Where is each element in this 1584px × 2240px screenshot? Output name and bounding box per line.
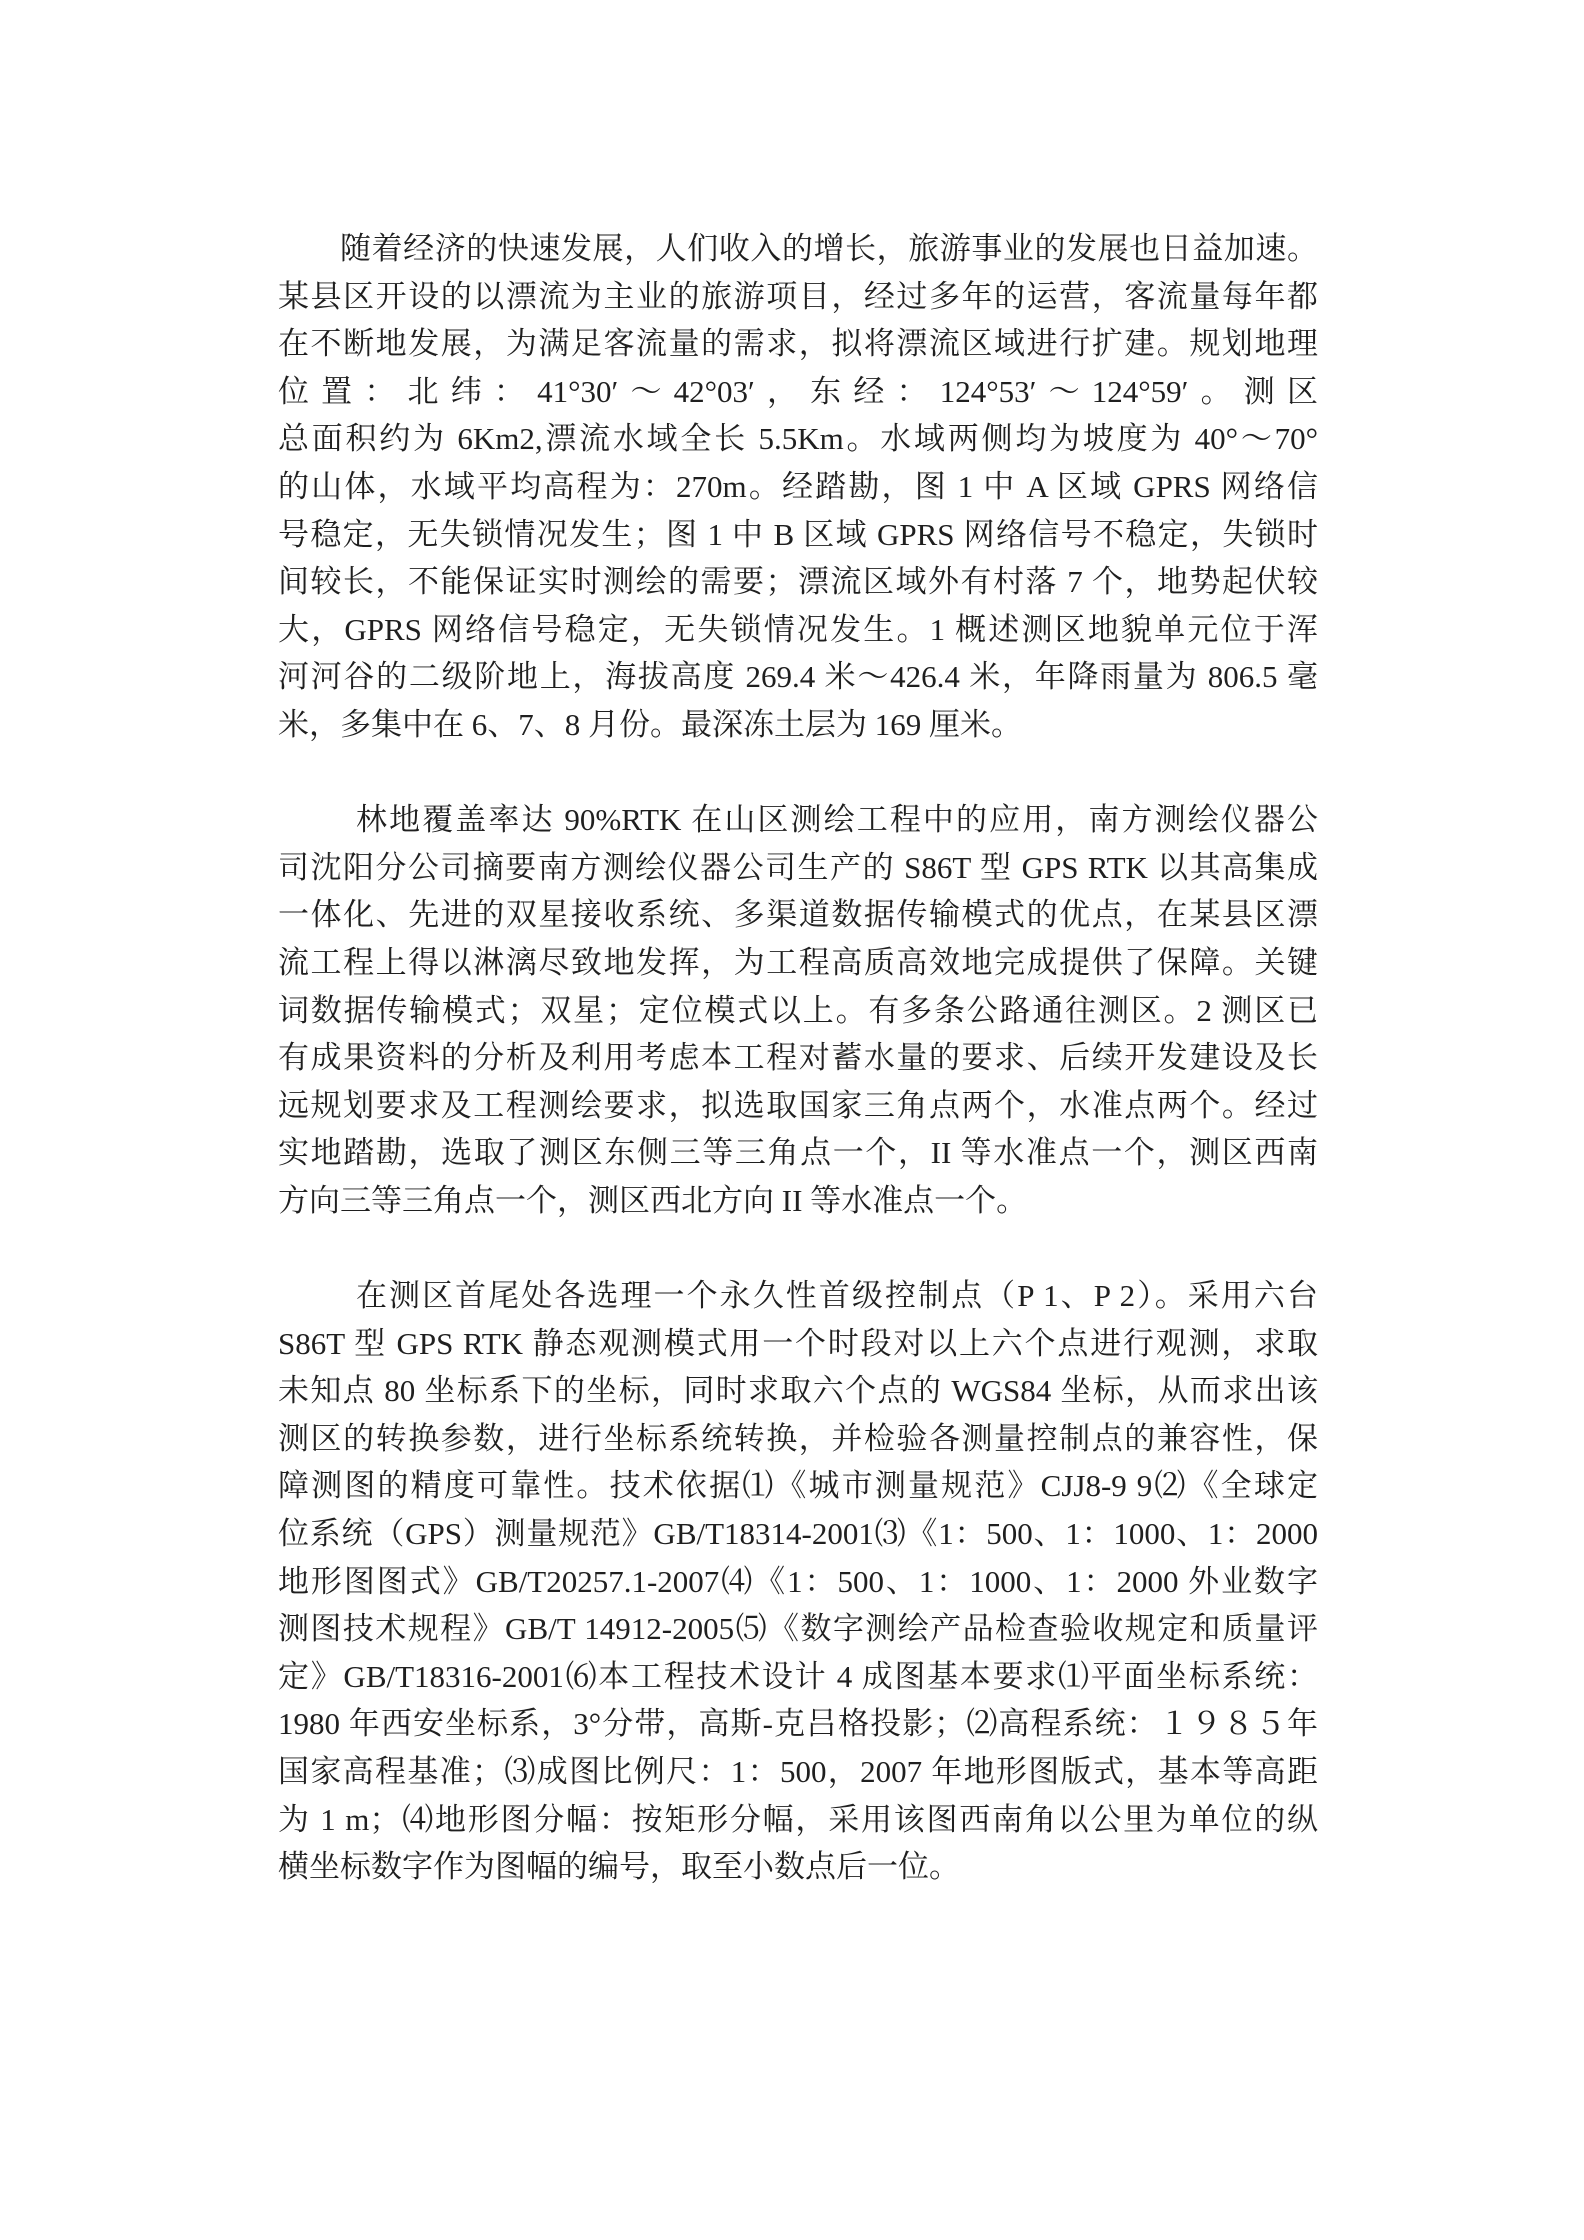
text-line: 间较长，不能保证实时测绘的需要；漂流区域外有村落 7 个，地势起伏较 xyxy=(278,564,1318,600)
text-line: 未知点 80 坐标系下的坐标，同时求取六个点的 WGS84 坐标，从而求出该 xyxy=(278,1373,1318,1409)
text-line: 随着经济的快速发展，人们收入的增长，旅游事业的发展也日益加速。 xyxy=(340,231,1318,266)
text-line: 号稳定，无失锁情况发生；图 1 中 B 区域 GPRS 网络信号不稳定，失锁时 xyxy=(278,516,1318,552)
text-line: 地形图图式》GB/T20257.1-2007⑷《1：500、1：1000、1：2000 外业数字 xyxy=(278,1563,1318,1599)
text-line: 横坐标数字作为图幅的编号，取至小数点后一位。 xyxy=(278,1849,960,1885)
text-line: 在测区首尾处各选理一个永久性首级控制点（P 1、P 2）。采用六台 xyxy=(356,1278,1318,1314)
text-line: 测区的转换参数，进行坐标系统转换，并检验各测量控制点的兼容性，保 xyxy=(278,1420,1318,1456)
text-line: 流工程上得以淋漓尽致地发挥，为工程高质高效地完成提供了保障。关键 xyxy=(278,944,1318,980)
paragraph-intro xyxy=(278,225,1318,749)
text-line: 测图技术规程》GB/T 14912-2005⑸《数字测绘产品检查验收规定和质量评 xyxy=(278,1611,1318,1647)
text-line: 实地踏勘，选取了测区东侧三等三角点一个，II 等水准点一个，测区西南 xyxy=(278,1135,1318,1171)
text-line: 位系统（GPS）测量规范》GB/T18314-2001⑶《1：500、1：1000、1：2000 xyxy=(278,1516,1318,1552)
paragraph-rtk-application xyxy=(278,796,1318,1224)
text-line: 定》GB/T18316-2001⑹本工程技术设计 4 成图基本要求⑴平面坐标系统： xyxy=(278,1658,1318,1694)
text-line: 词数据传输模式；双星；定位模式以上。有多条公路通往测区。2 测区已 xyxy=(278,992,1318,1028)
text-line: 为 1 m；⑷地形图分幅：按矩形分幅，采用该图西南角以公里为单位的纵 xyxy=(278,1801,1318,1837)
text-block xyxy=(278,225,1318,1891)
text-line: 河河谷的二级阶地上，海拔高度 269.4 米～426.4 米，年降雨量为 806.5 毫 xyxy=(278,659,1318,695)
text-line: 林地覆盖率达 90%RTK 在山区测绘工程中的应用，南方测绘仪器公 xyxy=(356,802,1318,838)
text-line: 有成果资料的分析及利用考虑本工程对蓄水量的要求、后续开发建设及长 xyxy=(278,1040,1318,1076)
text-line: 障测图的精度可靠性。技术依据⑴《城市测量规范》CJJ8-9 9⑵《全球定 xyxy=(278,1468,1318,1504)
text-line: 位置：北纬：41°30′～42°03′，东经：124°53′～124°59′。测区 xyxy=(278,373,1318,409)
text-line: 大，GPRS 网络信号稳定，无失锁情况发生。1 概述测区地貌单元位于浑 xyxy=(278,611,1318,647)
text-line: 方向三等三角点一个，测区西北方向 II 等水准点一个。 xyxy=(278,1182,1028,1218)
paragraph-control-points xyxy=(278,1272,1318,1891)
text-line: 的山体，水域平均高程为：270m。经踏勘，图 1 中 A 区域 GPRS 网络信 xyxy=(278,468,1318,504)
text-line: 国家高程基准；⑶成图比例尺：1：500，2007 年地形图版式，基本等高距 xyxy=(278,1754,1318,1789)
text-line: 远规划要求及工程测绘要求，拟选取国家三角点两个，水准点两个。经过 xyxy=(278,1087,1318,1123)
text-line: 在不断地发展，为满足客流量的需求，拟将漂流区域进行扩建。规划地理 xyxy=(278,326,1318,362)
text-line: S86T 型 GPS RTK 静态观测模式用一个时段对以上六个点进行观测，求取 xyxy=(278,1325,1318,1361)
text-line: 总面积约为 6Km2,漂流水域全长 5.5Km。水域两侧均为坡度为 40°～70° xyxy=(278,421,1318,457)
text-line: 一体化、先进的双星接收系统、多渠道数据传输模式的优点，在某县区漂 xyxy=(278,897,1318,933)
text-line: 1980 年西安坐标系，3°分带，高斯-克吕格投影；⑵高程系统：１９８５年 xyxy=(278,1706,1318,1742)
text-line: 某县区开设的以漂流为主业的旅游项目，经过多年的运营，客流量每年都 xyxy=(278,278,1318,314)
text-line: 司沈阳分公司摘要南方测绘仪器公司生产的 S86T 型 GPS RTK 以其高集成 xyxy=(278,849,1318,885)
text-line: 米，多集中在 6、7、8 月份。最深冻土层为 169 厘米。 xyxy=(278,706,1022,742)
